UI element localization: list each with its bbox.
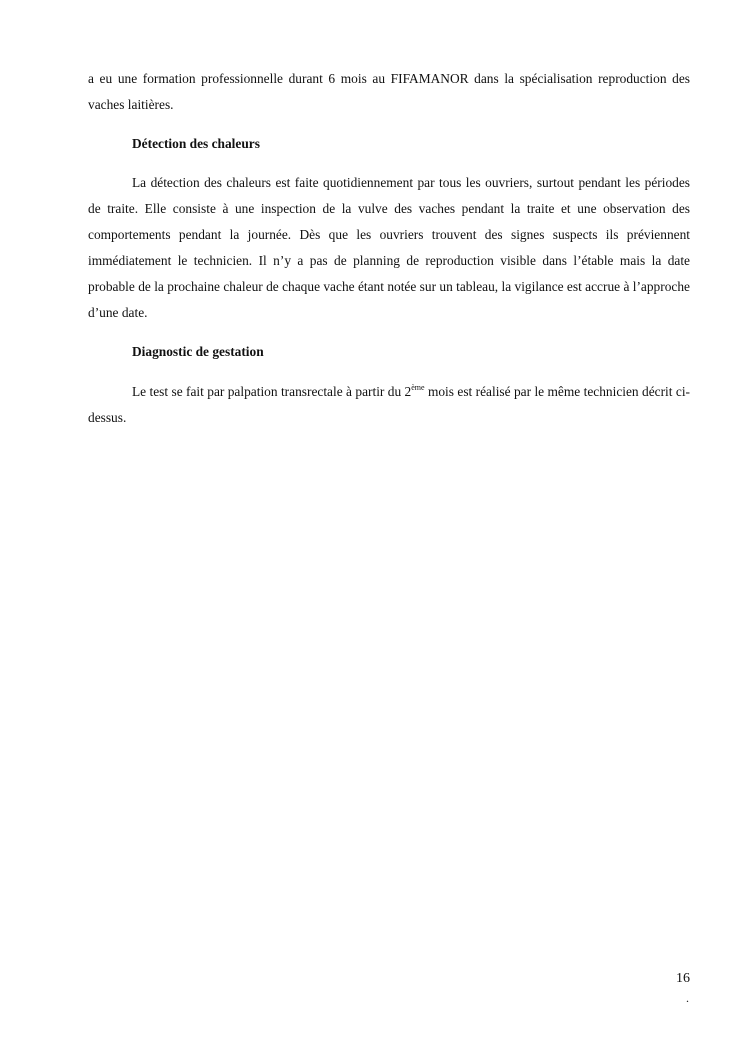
diagnostic-text-before: Le test se fait par palpation transrectale à partir du 2 bbox=[132, 384, 412, 399]
ordinal-superscript: ème bbox=[411, 383, 425, 392]
document-body bbox=[88, 66, 690, 431]
intro-paragraph: a eu une formation professionnelle durant 6 mois au FIFAMANOR dans la spécialisation reproduction des vaches laitières. bbox=[88, 71, 690, 112]
diagnostic-text-after: mois est réalisé par le même technicien décrit ci-dessus. bbox=[88, 384, 690, 425]
detection-heading: Détection des chaleurs bbox=[132, 136, 260, 151]
page-mark: . bbox=[686, 991, 689, 1005]
diagnostic-paragraph bbox=[88, 379, 690, 431]
page-number: 16 bbox=[676, 971, 690, 986]
diagnostic-heading: Diagnostic de gestation bbox=[132, 344, 264, 359]
detection-paragraph: La détection des chaleurs est faite quotidiennement par tous les ouvriers, surtout pendant les périodes de traite. Elle consiste à une inspection de la vulve des vaches pendant la traite et une observation des comportements pendant la journée. Dès que les ouvriers trouvent des signes suspects ils préviennent immédiatement le technicien. Il n’y a pas de planning de reproduction visible dans l’étable mais la date probable de la prochaine chaleur de chaque vache étant notée sur un tableau, la vigilance est accrue à l’approche d’une date. bbox=[88, 175, 690, 320]
